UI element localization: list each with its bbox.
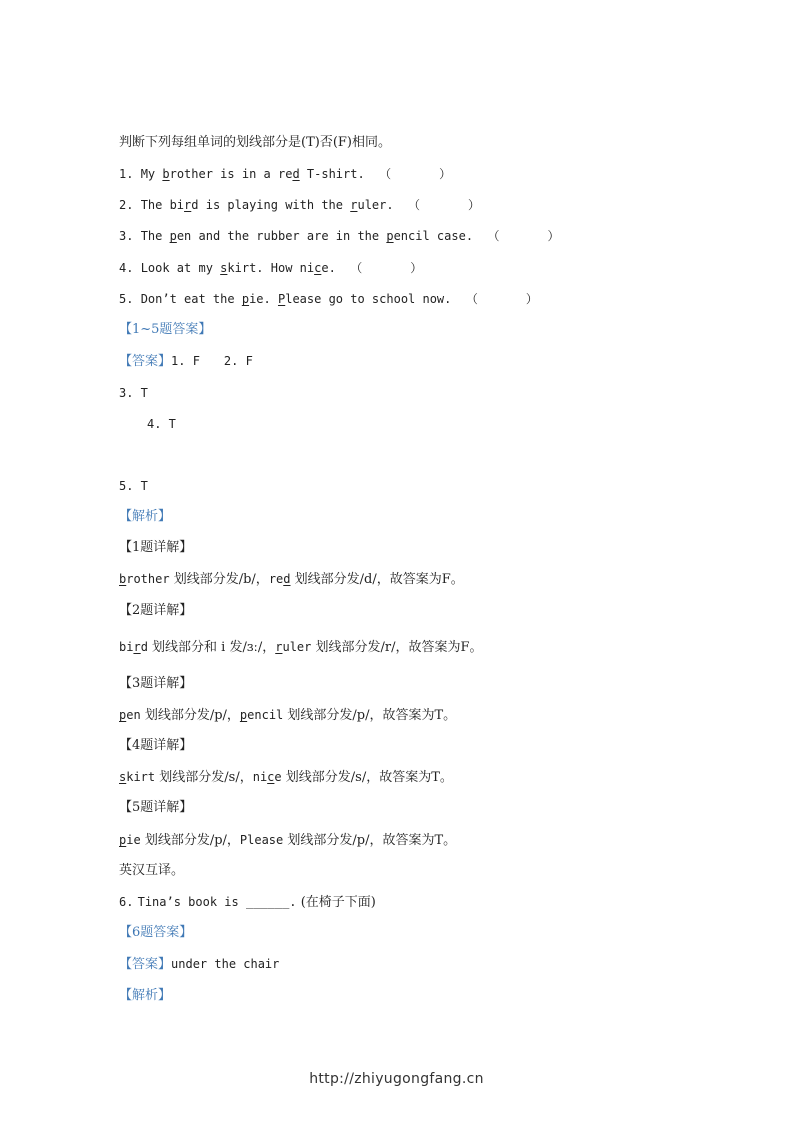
question-5: 5. Don’t eat the pie. Please go to school now. （ ） <box>119 292 538 306</box>
analysis-tag-6: 【解析】 <box>119 988 172 1003</box>
detail-3-text: pen 划线部分发/p/，pencil 划线部分发/p/，故答案为T。 <box>119 708 457 723</box>
question-4: 4. Look at my skirt. How nice. （ ） <box>119 261 423 275</box>
detail-4-title: 【4题详解】 <box>119 738 193 753</box>
question-1: 1. My brother is in a red T-shirt. （ ） <box>119 167 452 181</box>
detail-5-text: pie 划线部分发/p/，Please 划线部分发/p/，故答案为T。 <box>119 833 457 848</box>
detail-5-title: 【5题详解】 <box>119 800 193 815</box>
answer-3: 3. T <box>119 386 148 400</box>
detail-2-title: 【2题详解】 <box>119 603 193 618</box>
footer-url[interactable]: http://zhiyugongfang.cn <box>309 1071 484 1087</box>
question-3: 3. The pen and the rubber are in the pencil case. （ ） <box>119 229 560 243</box>
answer-blank: （ ） <box>379 167 452 181</box>
answer-blank: （ ） <box>465 292 538 306</box>
detail-4-text: skirt 划线部分发/s/，nice 划线部分发/s/，故答案为T。 <box>119 770 453 785</box>
answer-blank: （ ） <box>408 198 481 212</box>
detail-3-title: 【3题详解】 <box>119 676 193 691</box>
answer-blank: （ ） <box>350 261 423 275</box>
question-2: 2. The bird is playing with the ruler. （ ） <box>119 198 481 212</box>
answer-header-1-5: 【1~5题答案】 <box>119 322 212 337</box>
answer-line-1: 【答案】1. F 2. F <box>119 354 253 369</box>
section-translate: 英汉互译。 <box>119 863 185 878</box>
answer-6: 【答案】under the chair <box>119 957 280 972</box>
answer-5: 5. T <box>119 479 148 493</box>
detail-2-text: bird 划线部分和 i 发/ɜː/，ruler 划线部分发/r/，故答案为F。 <box>119 640 483 655</box>
analysis-tag: 【解析】 <box>119 509 172 524</box>
detail-1-text: brother 划线部分发/b/，red 划线部分发/d/，故答案为F。 <box>119 572 464 587</box>
answer-4: 4. T <box>147 417 176 431</box>
question-6: 6. Tina’s book is ______. (在椅子下面) <box>119 895 376 910</box>
answer-tag: 【答案】 <box>119 957 172 972</box>
answer-header-6: 【6题答案】 <box>119 925 193 940</box>
detail-1-title: 【1题详解】 <box>119 540 193 555</box>
answer-blank: （ ） <box>487 229 560 243</box>
instruction: 判断下列每组单词的划线部分是(T)否(F)相同。 <box>119 135 391 150</box>
answer-tag: 【答案】 <box>119 354 172 369</box>
